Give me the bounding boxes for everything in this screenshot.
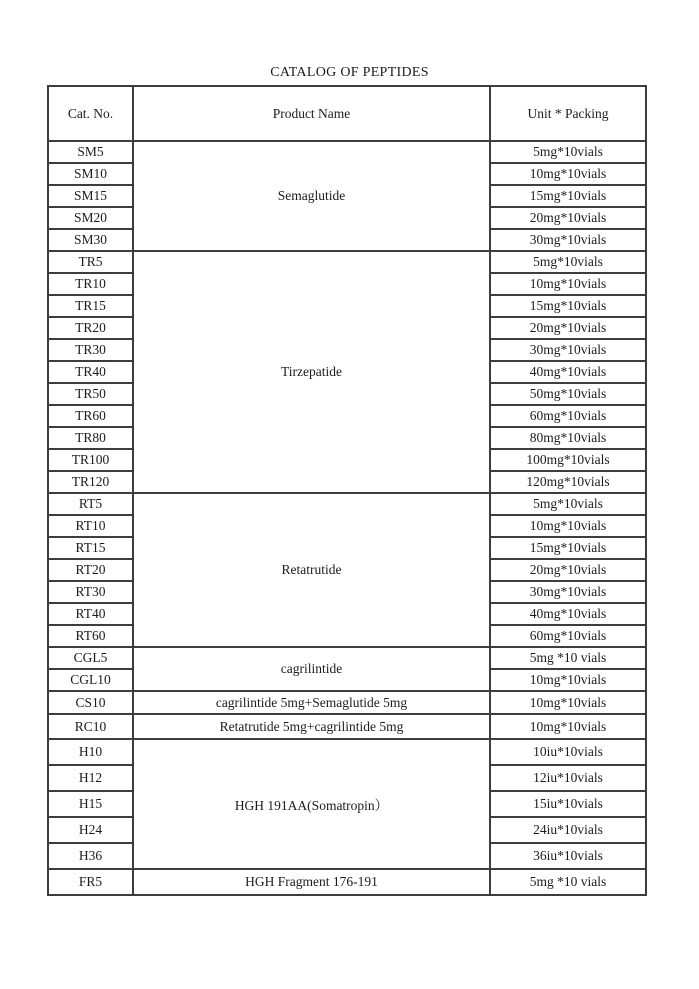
- packing-cell: 15mg*10vials: [490, 537, 646, 559]
- packing-cell: 60mg*10vials: [490, 405, 646, 427]
- packing-cell: 10mg*10vials: [490, 714, 646, 739]
- catalog-table-body: [48, 141, 646, 895]
- product-name-cell: cagrilintide 5mg+Semaglutide 5mg: [133, 691, 490, 714]
- product-name-cell: HGH Fragment 176-191: [133, 869, 490, 895]
- packing-cell: 10mg*10vials: [490, 163, 646, 185]
- packing-cell: 20mg*10vials: [490, 207, 646, 229]
- cat-no-cell: SM15: [48, 185, 133, 207]
- cat-no-cell: TR10: [48, 273, 133, 295]
- product-name-cell: Retatrutide 5mg+cagrilintide 5mg: [133, 714, 490, 739]
- packing-cell: 100mg*10vials: [490, 449, 646, 471]
- packing-cell: 10mg*10vials: [490, 691, 646, 714]
- column-header-product-name: Product Name: [133, 86, 490, 141]
- table-row: [48, 647, 646, 669]
- cat-no-cell: TR60: [48, 405, 133, 427]
- column-header-cat-no: Cat. No.: [48, 86, 133, 141]
- packing-cell: 30mg*10vials: [490, 339, 646, 361]
- cat-no-cell: RT40: [48, 603, 133, 625]
- cat-no-cell: H15: [48, 791, 133, 817]
- cat-no-cell: TR40: [48, 361, 133, 383]
- table-header-row: [48, 86, 646, 141]
- packing-cell: 80mg*10vials: [490, 427, 646, 449]
- packing-cell: 15mg*10vials: [490, 185, 646, 207]
- packing-cell: 10mg*10vials: [490, 515, 646, 537]
- product-name-cell: Semaglutide: [133, 141, 490, 251]
- packing-cell: 5mg*10vials: [490, 251, 646, 273]
- cat-no-cell: FR5: [48, 869, 133, 895]
- cat-no-cell: SM30: [48, 229, 133, 251]
- table-row: [48, 493, 646, 515]
- table-row: [48, 869, 646, 895]
- packing-cell: 5mg *10 vials: [490, 647, 646, 669]
- cat-no-cell: RT20: [48, 559, 133, 581]
- packing-cell: 15iu*10vials: [490, 791, 646, 817]
- cat-no-cell: RT5: [48, 493, 133, 515]
- table-row: [48, 691, 646, 714]
- cat-no-cell: CS10: [48, 691, 133, 714]
- product-name-cell: Retatrutide: [133, 493, 490, 647]
- table-row: [48, 251, 646, 273]
- cat-no-cell: TR5: [48, 251, 133, 273]
- cat-no-cell: TR20: [48, 317, 133, 339]
- packing-cell: 40mg*10vials: [490, 361, 646, 383]
- table-row: [48, 141, 646, 163]
- cat-no-cell: SM10: [48, 163, 133, 185]
- cat-no-cell: TR80: [48, 427, 133, 449]
- packing-cell: 20mg*10vials: [490, 317, 646, 339]
- cat-no-cell: SM20: [48, 207, 133, 229]
- table-row: [48, 714, 646, 739]
- product-name-cell: Tirzepatide: [133, 251, 490, 493]
- product-name-cell: HGH 191AA(Somatropin）: [133, 739, 490, 869]
- column-header-unit-packing: Unit * Packing: [490, 86, 646, 141]
- packing-cell: 10iu*10vials: [490, 739, 646, 765]
- packing-cell: 20mg*10vials: [490, 559, 646, 581]
- cat-no-cell: RT60: [48, 625, 133, 647]
- packing-cell: 12iu*10vials: [490, 765, 646, 791]
- packing-cell: 5mg *10 vials: [490, 869, 646, 895]
- cat-no-cell: H12: [48, 765, 133, 791]
- cat-no-cell: TR100: [48, 449, 133, 471]
- packing-cell: 5mg*10vials: [490, 493, 646, 515]
- cat-no-cell: RT10: [48, 515, 133, 537]
- cat-no-cell: TR120: [48, 471, 133, 493]
- cat-no-cell: TR15: [48, 295, 133, 317]
- packing-cell: 50mg*10vials: [490, 383, 646, 405]
- packing-cell: 24iu*10vials: [490, 817, 646, 843]
- cat-no-cell: TR50: [48, 383, 133, 405]
- cat-no-cell: TR30: [48, 339, 133, 361]
- cat-no-cell: H10: [48, 739, 133, 765]
- packing-cell: 10mg*10vials: [490, 273, 646, 295]
- cat-no-cell: H36: [48, 843, 133, 869]
- cat-no-cell: CGL5: [48, 647, 133, 669]
- catalog-table: [47, 85, 647, 896]
- table-row: [48, 739, 646, 765]
- cat-no-cell: RT15: [48, 537, 133, 559]
- product-name-cell: cagrilintide: [133, 647, 490, 691]
- packing-cell: 30mg*10vials: [490, 581, 646, 603]
- packing-cell: 36iu*10vials: [490, 843, 646, 869]
- packing-cell: 10mg*10vials: [490, 669, 646, 691]
- cat-no-cell: CGL10: [48, 669, 133, 691]
- cat-no-cell: RC10: [48, 714, 133, 739]
- packing-cell: 15mg*10vials: [490, 295, 646, 317]
- page-title: CATALOG OF PEPTIDES: [270, 65, 429, 80]
- cat-no-cell: SM5: [48, 141, 133, 163]
- cat-no-cell: H24: [48, 817, 133, 843]
- packing-cell: 40mg*10vials: [490, 603, 646, 625]
- cat-no-cell: RT30: [48, 581, 133, 603]
- packing-cell: 60mg*10vials: [490, 625, 646, 647]
- packing-cell: 120mg*10vials: [490, 471, 646, 493]
- packing-cell: 5mg*10vials: [490, 141, 646, 163]
- packing-cell: 30mg*10vials: [490, 229, 646, 251]
